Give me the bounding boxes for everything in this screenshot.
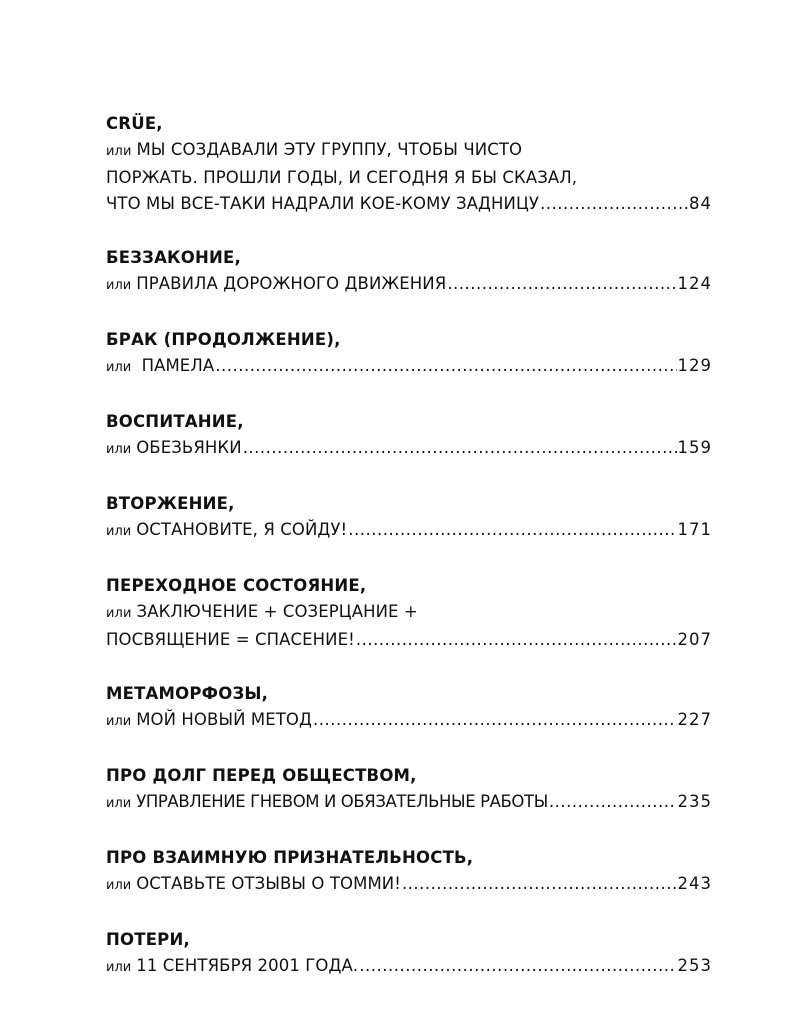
page-number: 171 <box>677 520 712 539</box>
dot-leader <box>313 707 676 733</box>
toc-entry[interactable] <box>106 111 712 217</box>
entry-subtitle-text: МОЙ НОВЫЙ МЕТОД <box>136 710 313 729</box>
page-number: 227 <box>677 710 712 729</box>
entry-subtitle-text: ПОСВЯЩЕНИЕ = СПАСЕНИЕ! <box>106 630 355 649</box>
entry-leader-line <box>106 191 712 217</box>
page-number: 235 <box>677 792 712 811</box>
entry-leader-line <box>106 517 712 545</box>
entry-leader-line <box>106 871 712 899</box>
entry-subtitle-text: ОБЕЗЬЯНКИ <box>136 438 242 457</box>
toc-entry[interactable] <box>106 927 712 981</box>
entry-title: ПЕРЕХОДНОЕ СОСТОЯНИЕ, <box>106 576 367 595</box>
entry-subtitle-text: ПРАВИЛА ДОРОЖНОГО ДВИЖЕНИЯ <box>136 274 447 293</box>
entry-title: МЕТАМОРФОЗЫ, <box>106 684 269 703</box>
entry-subtitle-text: ПАМЕЛА <box>136 356 215 375</box>
entry-title: ПОТЕРИ, <box>106 930 190 949</box>
ili-label: или <box>106 606 132 621</box>
entry-leader-line <box>106 435 712 463</box>
page-number: 159 <box>677 438 712 457</box>
ili-label: или <box>106 144 132 159</box>
entry-subtitle-line <box>106 137 712 165</box>
toc-entry[interactable] <box>106 681 712 735</box>
entry-subtitle-text: ОСТАВЬТЕ ОТЗЫВЫ О ТОММИ! <box>136 874 401 893</box>
toc-entry[interactable] <box>106 573 712 653</box>
entry-title: ВОСПИТАНИЕ, <box>106 412 244 431</box>
page-number: 129 <box>677 356 712 375</box>
toc-entry[interactable] <box>106 491 712 545</box>
dot-leader <box>215 353 676 379</box>
entry-leader-line <box>106 707 712 735</box>
dot-leader <box>540 191 688 217</box>
entry-leader-line <box>106 953 712 981</box>
entry-leader-line <box>106 353 712 381</box>
dot-leader <box>402 871 677 897</box>
ili-label: или <box>106 796 132 811</box>
toc-entry[interactable] <box>106 245 712 299</box>
entry-title: ПРО ДОЛГ ПЕРЕД ОБЩЕСТВОМ, <box>106 766 417 785</box>
dot-leader <box>348 517 676 543</box>
toc-entry[interactable] <box>106 327 712 381</box>
dot-leader <box>243 435 677 461</box>
entry-subtitle-text: МЫ СОЗДАВАЛИ ЭТУ ГРУППУ, ЧТОБЫ ЧИСТО <box>136 140 523 159</box>
entry-subtitle-text: ЧТО МЫ ВСЕ-ТАКИ НАДРАЛИ КОЕ-КОМУ ЗАДНИЦУ <box>106 194 540 213</box>
toc-entry[interactable] <box>106 409 712 463</box>
dot-leader <box>549 789 677 815</box>
page-number: 124 <box>677 274 712 293</box>
entry-subtitle-line: ПОРЖАТЬ. ПРОШЛИ ГОДЫ, И СЕГОДНЯ Я БЫ СКАЗАЛ, <box>106 168 578 187</box>
entry-leader-line <box>106 627 712 653</box>
ili-label: или <box>106 442 132 457</box>
dot-leader <box>359 953 676 979</box>
entry-subtitle-text: ОСТАНОВИТЕ, Я СОЙДУ! <box>136 520 348 539</box>
entry-title: БРАК (ПРОДОЛЖЕНИЕ), <box>106 330 341 349</box>
dot-leader <box>447 271 676 297</box>
ili-label: или <box>106 524 132 539</box>
page-number: 207 <box>677 630 712 649</box>
entry-title: БЕЗЗАКОНИЕ, <box>106 248 241 267</box>
dot-leader <box>356 627 677 653</box>
ili-label: или <box>106 960 132 975</box>
page-number: 243 <box>677 874 712 893</box>
entry-title: ВТОРЖЕНИЕ, <box>106 494 235 513</box>
entry-subtitle-text: УПРАВЛЕНИЕ ГНЕВОМ И ОБЯЗАТЕЛЬНЫЕ РАБОТЫ <box>136 792 548 811</box>
entry-leader-line <box>106 271 712 299</box>
ili-label: или <box>106 360 132 375</box>
ili-label: или <box>106 278 132 293</box>
page-number: 84 <box>689 194 712 213</box>
entry-subtitle-text: 11 СЕНТЯБРЯ 2001 ГОДА. <box>136 956 359 975</box>
page-number: 253 <box>677 956 712 975</box>
entry-subtitle-text: ЗАКЛЮЧЕНИЕ + СОЗЕРЦАНИЕ + <box>136 602 418 621</box>
ili-label: или <box>106 878 132 893</box>
entry-subtitle-line <box>106 599 712 627</box>
toc-entry[interactable] <box>106 845 712 899</box>
entry-title: ПРО ВЗАИМНУЮ ПРИЗНАТЕЛЬНОСТЬ, <box>106 848 474 867</box>
table-of-contents <box>106 111 712 1009</box>
toc-entry[interactable] <box>106 763 712 817</box>
entry-leader-line <box>106 789 712 817</box>
entry-title: CRÜE, <box>106 114 163 133</box>
ili-label: или <box>106 714 132 729</box>
